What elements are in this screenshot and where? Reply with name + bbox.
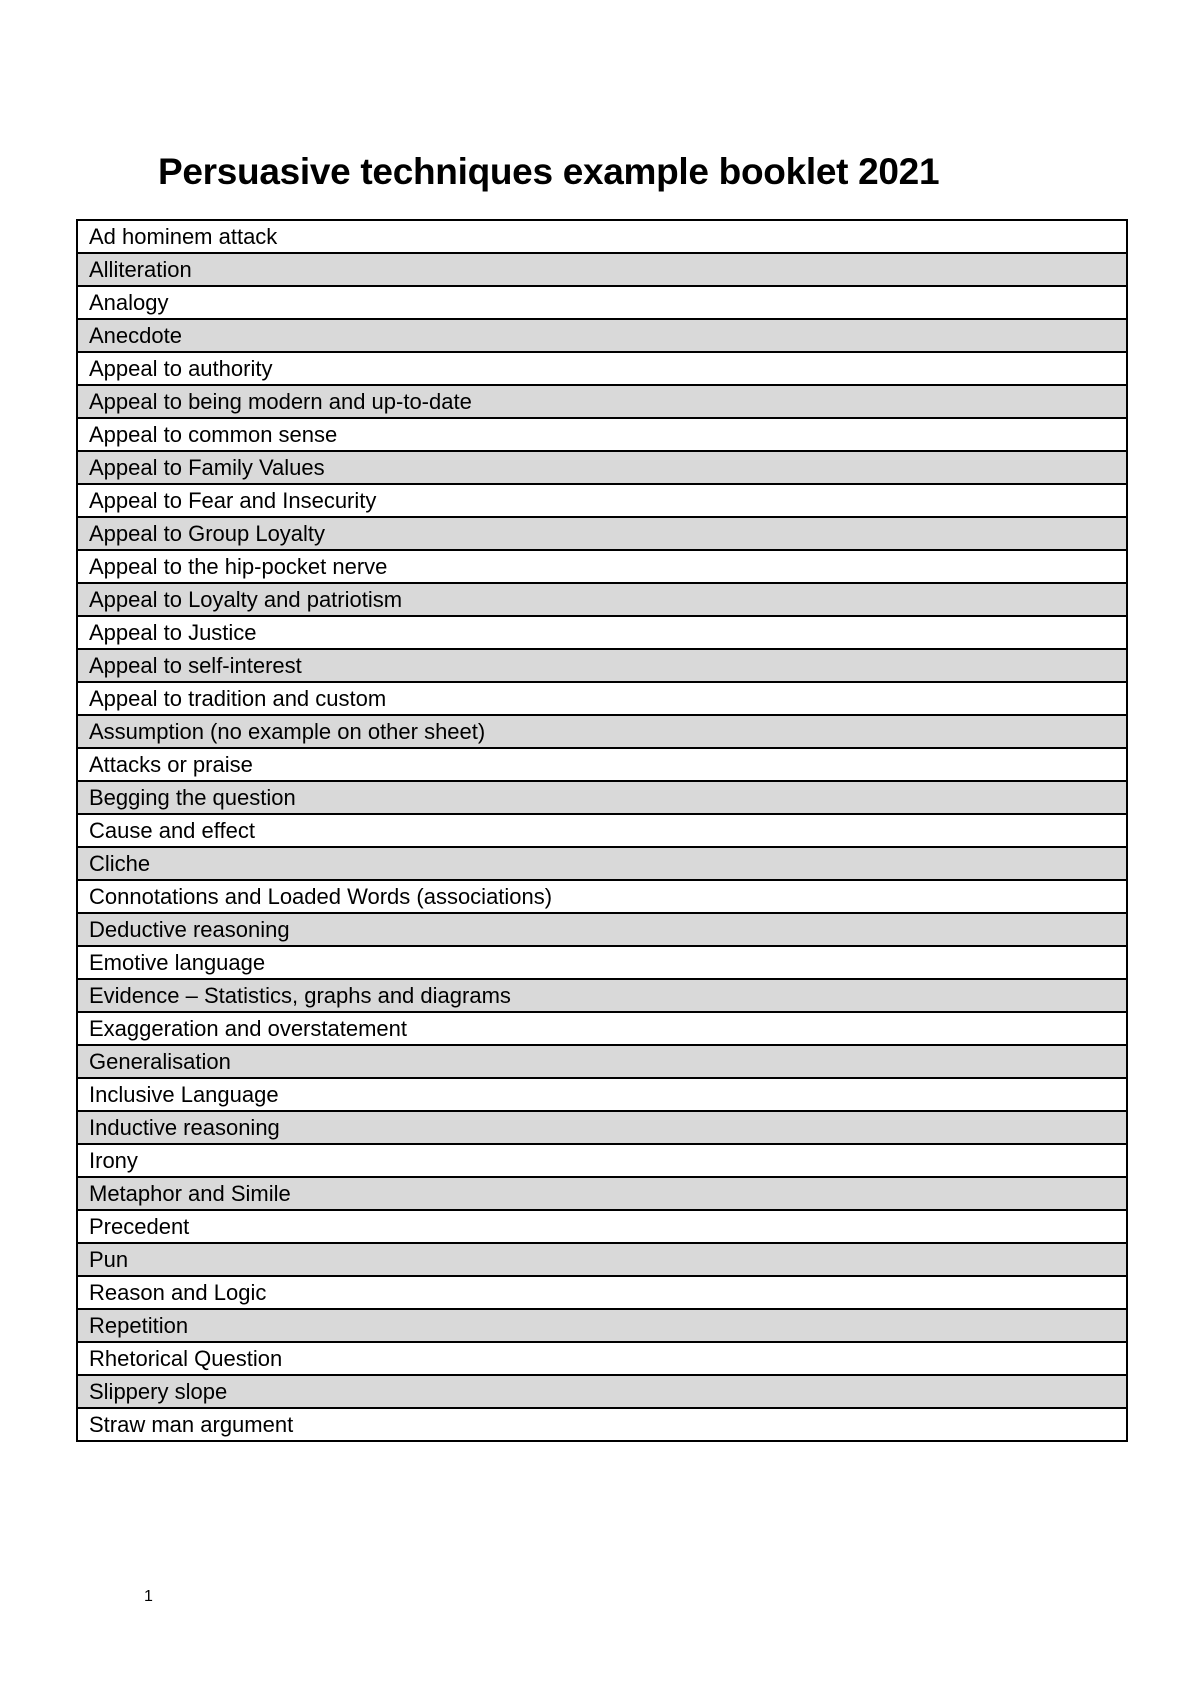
table-row — [77, 946, 1127, 979]
technique-cell: Appeal to self-interest — [77, 649, 1127, 682]
technique-cell: Emotive language — [77, 946, 1127, 979]
table-row — [77, 1276, 1127, 1309]
technique-cell: Appeal to Family Values — [77, 451, 1127, 484]
techniques-table — [76, 219, 1128, 1442]
technique-cell: Attacks or praise — [77, 748, 1127, 781]
technique-cell: Appeal to Loyalty and patriotism — [77, 583, 1127, 616]
technique-cell: Precedent — [77, 1210, 1127, 1243]
table-row — [77, 583, 1127, 616]
table-row — [77, 1243, 1127, 1276]
table-row — [77, 781, 1127, 814]
table-row — [77, 1144, 1127, 1177]
table-row — [77, 385, 1127, 418]
table-row — [77, 880, 1127, 913]
table-row — [77, 1375, 1127, 1408]
table-row — [77, 748, 1127, 781]
table-row — [77, 484, 1127, 517]
table-row — [77, 715, 1127, 748]
technique-cell: Cause and effect — [77, 814, 1127, 847]
table-row — [77, 1111, 1127, 1144]
table-row — [77, 517, 1127, 550]
table-row — [77, 1045, 1127, 1078]
table-row — [77, 1342, 1127, 1375]
table-row — [77, 286, 1127, 319]
page-title: Persuasive techniques example booklet 2021 — [158, 151, 940, 192]
table-row — [77, 649, 1127, 682]
table-row — [77, 352, 1127, 385]
technique-cell: Appeal to Group Loyalty — [77, 517, 1127, 550]
table-row — [77, 451, 1127, 484]
technique-cell: Ad hominem attack — [77, 220, 1127, 253]
table-row — [77, 220, 1127, 253]
table-row — [77, 1210, 1127, 1243]
table-row — [77, 979, 1127, 1012]
techniques-table-body — [77, 220, 1127, 1441]
technique-cell: Cliche — [77, 847, 1127, 880]
table-row — [77, 418, 1127, 451]
technique-cell: Appeal to common sense — [77, 418, 1127, 451]
technique-cell: Assumption (no example on other sheet) — [77, 715, 1127, 748]
table-row — [77, 253, 1127, 286]
table-row — [77, 1177, 1127, 1210]
technique-cell: Reason and Logic — [77, 1276, 1127, 1309]
technique-cell: Begging the question — [77, 781, 1127, 814]
technique-cell: Appeal to authority — [77, 352, 1127, 385]
technique-cell: Slippery slope — [77, 1375, 1127, 1408]
technique-cell: Evidence – Statistics, graphs and diagrams — [77, 979, 1127, 1012]
table-row — [77, 1309, 1127, 1342]
technique-cell: Appeal to Justice — [77, 616, 1127, 649]
technique-cell: Metaphor and Simile — [77, 1177, 1127, 1210]
table-row — [77, 1078, 1127, 1111]
table-row — [77, 616, 1127, 649]
technique-cell: Anecdote — [77, 319, 1127, 352]
table-row — [77, 682, 1127, 715]
technique-cell: Straw man argument — [77, 1408, 1127, 1441]
table-row — [77, 913, 1127, 946]
table-row — [77, 847, 1127, 880]
technique-cell: Appeal to the hip-pocket nerve — [77, 550, 1127, 583]
technique-cell: Alliteration — [77, 253, 1127, 286]
technique-cell: Irony — [77, 1144, 1127, 1177]
technique-cell: Pun — [77, 1243, 1127, 1276]
table-row — [77, 814, 1127, 847]
technique-cell: Appeal to being modern and up-to-date — [77, 385, 1127, 418]
table-row — [77, 550, 1127, 583]
technique-cell: Deductive reasoning — [77, 913, 1127, 946]
technique-cell: Appeal to Fear and Insecurity — [77, 484, 1127, 517]
technique-cell: Rhetorical Question — [77, 1342, 1127, 1375]
technique-cell: Analogy — [77, 286, 1127, 319]
technique-cell: Inductive reasoning — [77, 1111, 1127, 1144]
technique-cell: Repetition — [77, 1309, 1127, 1342]
table-row — [77, 319, 1127, 352]
page-number: 1 — [144, 1588, 153, 1605]
table-row — [77, 1408, 1127, 1441]
technique-cell: Inclusive Language — [77, 1078, 1127, 1111]
technique-cell: Appeal to tradition and custom — [77, 682, 1127, 715]
technique-cell: Exaggeration and overstatement — [77, 1012, 1127, 1045]
technique-cell: Generalisation — [77, 1045, 1127, 1078]
table-row — [77, 1012, 1127, 1045]
technique-cell: Connotations and Loaded Words (associations) — [77, 880, 1127, 913]
